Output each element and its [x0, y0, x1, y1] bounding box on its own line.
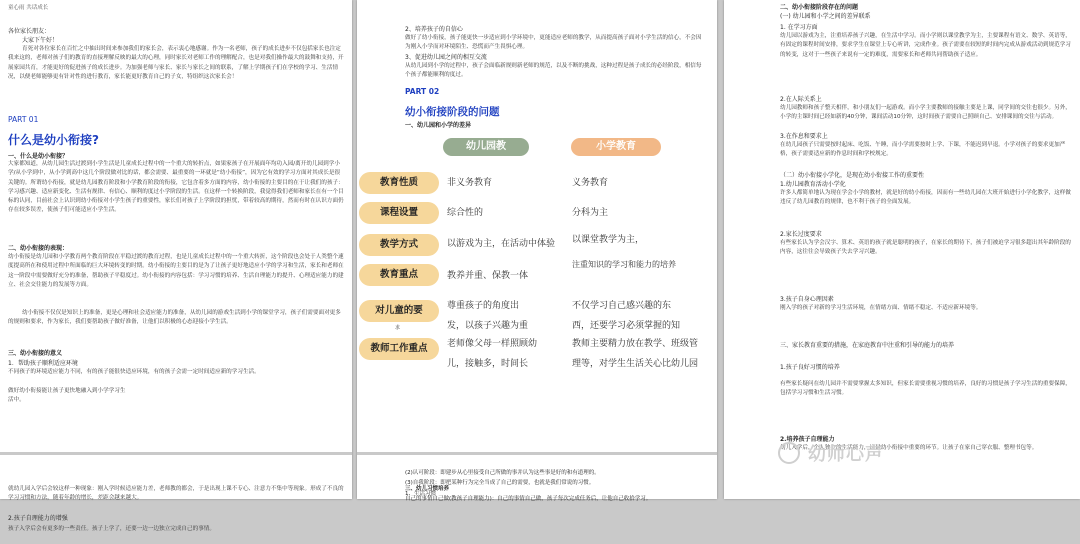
- table-cell: 西，还要学习必须掌握的知: [572, 321, 681, 331]
- paragraph: 幼儿园教师和孩子整天相伴，和小朋友们一起游戏。而小学主要教师的接触主要是上课，同学间的交往也很少。另外，小学的主课时间已经如新的40分钟，课间活动10分钟，这时间孩子需要自己照顾自己、安排课间的交往与活动。: [780, 105, 1071, 121]
- subsection-body: 大家都知道，从幼儿园生活过渡到小学生活是儿童成长过程中的一个重大的转折点，如果家孩子在开展面年均功入园/离开幼儿园到学小学/从小学到中，从小学到高中这几个阶段做对比的话，都会需要、最重要的一环就是“幼小衔接”，因为它有效的学习方面对其成长是很关键的。所谓幼小衔接，就是幼儿园教育阶段和小学教育阶段的衔接，它包含着多方面的内容，幼小衔接的主要目的在于让我们的孩子：学习感兴趣、适应新变化、生活有规律、有信心、顺利的度过小学阶段的生活。在这样一个转换阶段，我觉得我们老师和家长在有一个目标的认同，目前社会上认识到幼小衔接对小学生孩子的重要性，家长们对孩子上学阶段的担忧，带着较高的期待，然而有时在认识方面仍存在较多误差，使孩子们可能适应小学生活。: [8, 161, 344, 214]
- table-cell: 求: [395, 325, 401, 331]
- watermark-logo-icon: [778, 442, 800, 464]
- document-page-2: [357, 0, 717, 502]
- subsection-heading: 三、幼小衔接的意义: [8, 350, 63, 357]
- table-cell: 发，以孩子兴趣为重: [447, 321, 529, 331]
- row-label: 对儿童的要: [359, 300, 439, 322]
- list-item: 1．帮助孩子顺利适应环境: [8, 360, 78, 367]
- row-label: 教师工作重点: [359, 338, 439, 360]
- row-label: 课程设置: [359, 202, 439, 224]
- table-cell: 非义务教育: [447, 178, 493, 188]
- paragraph: (2)认可阶段：即建步从心里接受自己所做的事并认为这些事是好的和有道理的。: [405, 470, 600, 476]
- column-header-primary: 小学教育: [571, 138, 661, 156]
- table-cell: 综合性的: [447, 208, 484, 218]
- next-page-fragment: [0, 452, 352, 532]
- subsection-heading: 2.培养孩子自理能力: [780, 436, 835, 443]
- section-title: 幼小衔接阶段的问题: [405, 106, 500, 118]
- subsection-heading: 一、什么是幼小衔接？: [8, 153, 69, 160]
- watermark-text: 幼师心声: [808, 444, 884, 465]
- section-title: 什么是幼小衔接?: [8, 133, 99, 147]
- subsection-heading: 2.孩子自理能力的增强: [8, 515, 68, 522]
- section-heading: 二、幼小衔接阶段存在的问题: [780, 4, 859, 11]
- page-header: 童心雨 共话成长: [8, 5, 49, 11]
- subsection-body: 不同孩子的环境适应能力不同，有的孩子能很快适应环境，有的孩子会需一定时间适应新的学习生活。: [8, 369, 260, 375]
- table-cell: 尊重孩子的角度出: [447, 301, 520, 311]
- paragraph: 自己的事情自己做(教孩子自理能力)：自己的事情自己做，孩子每次完成任务后，让他自己收拾学习。: [405, 496, 652, 502]
- subsection-heading: 三、幼儿习惯培养: [405, 486, 450, 492]
- table-cell: 以课堂教学为主，: [572, 235, 645, 245]
- paragraph: 就幼儿园入学后会较这样一种现象：刚入学时候适应能力差，老师教的都会，于是出现上课不专心、注意力不集中等现象。形成了不良的学习习惯和方法，随着年龄的增长，差距会越来越大。: [8, 486, 344, 502]
- list-item: 3.孩子自身心理因素: [780, 296, 834, 303]
- paragraph: 刚入学的孩子对新的学习生活环境，在情绪方面、情绪不稳定、不适应新环境等。: [780, 305, 982, 311]
- list-item: 2.在人际关系上: [780, 96, 822, 103]
- paragraph: 幼儿园以游戏为主，注重培养孩子兴趣，在生活中学习。而小学则以课堂教学为主，主要课程有语文、数学、英语等，有固定的课程时间安排，要求学生在课堂上专心听讲，完成作业。孩子需要在较短的时间内完成从游戏活动到规范学习的转变，这对于一些孩子来说有一定的难度，需要家长和老师共同帮助孩子适应。: [780, 33, 1071, 58]
- paragraph: 有些家长疑问在幼儿园并不需要掌握太多知识，但家长需要重视习惯的培养，良好的习惯是孩子学习生活的重要保障，包括学习习惯和生活习惯。: [780, 381, 1071, 397]
- part-label: PART 02: [405, 87, 440, 96]
- document-page-3: [724, 0, 1080, 499]
- document-page-1: [0, 0, 352, 532]
- list-item: 3.在作息和要求上: [780, 133, 828, 140]
- paragraph: (3)自我阶段：即把某种行为完全当成了自己的需要，也就是我们常说的习惯。: [405, 480, 595, 486]
- subsection-body: 做好幼小衔接能让孩子更快地融入到小学学习生活中。: [8, 388, 126, 404]
- table-cell: 不仅学习自己感兴趣的东: [572, 301, 672, 311]
- table-cell: 教师主要精力放在教学、班级管: [572, 339, 699, 349]
- greeting: 各位家长朋友：: [8, 28, 51, 35]
- list-item: 1. 在学习方面: [780, 24, 818, 31]
- list-item: 3、促进幼儿园之间的相互交流: [405, 54, 487, 61]
- paragraph: 有些家长认为学会汉字、算术、英语的孩子就是聪明的孩子，在家长的期待下，孩子们被迫学习很多超出其年龄阶段的内容，这往往会导致孩子失去学习兴趣。: [780, 240, 1071, 256]
- paragraph: 从幼儿园到小学的过程中，孩子会面临新规则新老师的规范，以及不断的挑战，这种过程是孩子成长的必经阶段，相信每个孩子都能顺利的度过。: [405, 63, 702, 79]
- row-label: 教学方式: [359, 234, 439, 256]
- list-item: 1.幼儿园教育活动小学化: [780, 181, 846, 188]
- intro-paragraph: 育死对各位家长在百忙之中抽出时间来参加我们的家长会，表示衷心地感谢。作为一名老师，孩子的成长进步不仅包括家长也注定我来这的，老师对孩子们的教育的直接理解反映的最大的心理，同时家长对老师工作的理解配合，也是对我们操作最大的鼓舞和支持，开展家园共育，才能更好的促进孩子的成长进步。为加强老师与家长、家长与家长之间的联系，了解上学期孩子们在学校的学习、生活情况，以便老师能够更有针对性的进行教育，家长能更好教育自己的子女，特组织这次家长会！: [8, 46, 344, 80]
- table-cell: 分科为主: [572, 208, 609, 218]
- table-cell: 注重知识的学习和能力的培养: [572, 260, 676, 269]
- list-item: 2.家长过度要求: [780, 231, 822, 238]
- paragraph: 做好了幼小衔接，孩子能更快一步适应到小学环境中，更能适应老师的教学，从而提高孩子面对小学生活的信心，不会因为刚入小学而对环境陌生、恐慌而产生畏惧心理。: [405, 35, 702, 51]
- subsection-body: 幼小衔接是幼儿园和小学教育两个教育阶段在平稳过渡的教育过程，也是儿童成长过程中的一个重大转折，这个阶段也会处于人类整个速度提高所在和使用过程中所面临的巨大环境转变的时期。幼小衔接的主要目的是为了让孩子更好地适应小学的学习和生活，家长和老师在这一阶段中需要做好充分的准备，帮助孩子平稳度过。幼小衔接的内容包括：学习习惯的培养、生活自理能力的提升、心理适应能力的建立、社会交往能力的发展等方面。: [8, 254, 344, 288]
- next-page-fragment: [357, 452, 717, 502]
- paragraph: 在幼儿园孩子只需要按时起床、吃饭、午睡，而小学需要按时上学、下课，不能迟到早退。小学对孩子的要求更加严格，孩子需要适应新的作息时间和学校规定。: [780, 142, 1066, 158]
- table-cell: 理等，对学生生活关心比幼儿园: [572, 359, 699, 369]
- subsection-body: 幼小衔接不仅仅是知识上的准备，更是心理和社会适应能力的准备，从幼儿园的游戏生活到小学的课堂学习，孩子们需要面对更多的规则和要求，作为家长，我们要帮助孩子做好准备，让他们以积极的心态迎接小学生活。: [8, 310, 341, 326]
- row-label: 教育重点: [359, 264, 439, 286]
- part-label: PART 01: [8, 115, 39, 124]
- subsection-heading: 一、幼儿园和小学的差异: [405, 122, 472, 129]
- subsection-heading: (一) 幼儿园和小学之间的差异联系: [780, 13, 871, 20]
- paragraph: 许多人都简单地认为现在学会小学的教材，就是好的幼小衔接，因而有一些幼儿园在大班开始进行小学化教学，这样做违反了幼儿园教育的规律，也不利于孩子的全面发展。: [780, 190, 1071, 206]
- hello-line: 大家下午好！: [22, 37, 59, 44]
- table-cell: 以游戏为主，在活动中体验: [447, 239, 556, 249]
- row-label: 教育性质: [359, 172, 439, 194]
- table-cell: 儿，接触多，时间长: [447, 359, 529, 369]
- table-cell: 义务教育: [572, 178, 609, 188]
- table-cell: 教养并重、保教一体: [447, 271, 529, 281]
- subsection-heading: 二、幼小衔接的表现：: [8, 245, 69, 252]
- subsection-heading: 三、家长教育重要的措施，在家庭教育中注重和引导的能力的培养: [780, 342, 955, 349]
- list-item: 2、培养孩子的自信心: [405, 26, 463, 33]
- column-header-kindergarten: 幼儿园教: [443, 138, 529, 156]
- subsection-heading: （二）幼小衔接小学化，是现在幼小衔接工作的重要性: [780, 172, 925, 179]
- list-item: 1、生活习惯: [405, 491, 436, 497]
- table-cell: 老师像父母一样照顾幼: [447, 339, 538, 349]
- list-item: 1.孩子良好习惯的培养: [780, 364, 840, 371]
- paragraph: 孩子入学后会有更多的一些责任。孩子上学了，还要一边一边独立完成自己的事情。: [8, 526, 215, 532]
- paragraph: 幼儿入学后，个人独立的生活能力，这是幼小衔接中重要的环节。让孩子在家自己穿衣服、整理书包等。: [780, 445, 1038, 451]
